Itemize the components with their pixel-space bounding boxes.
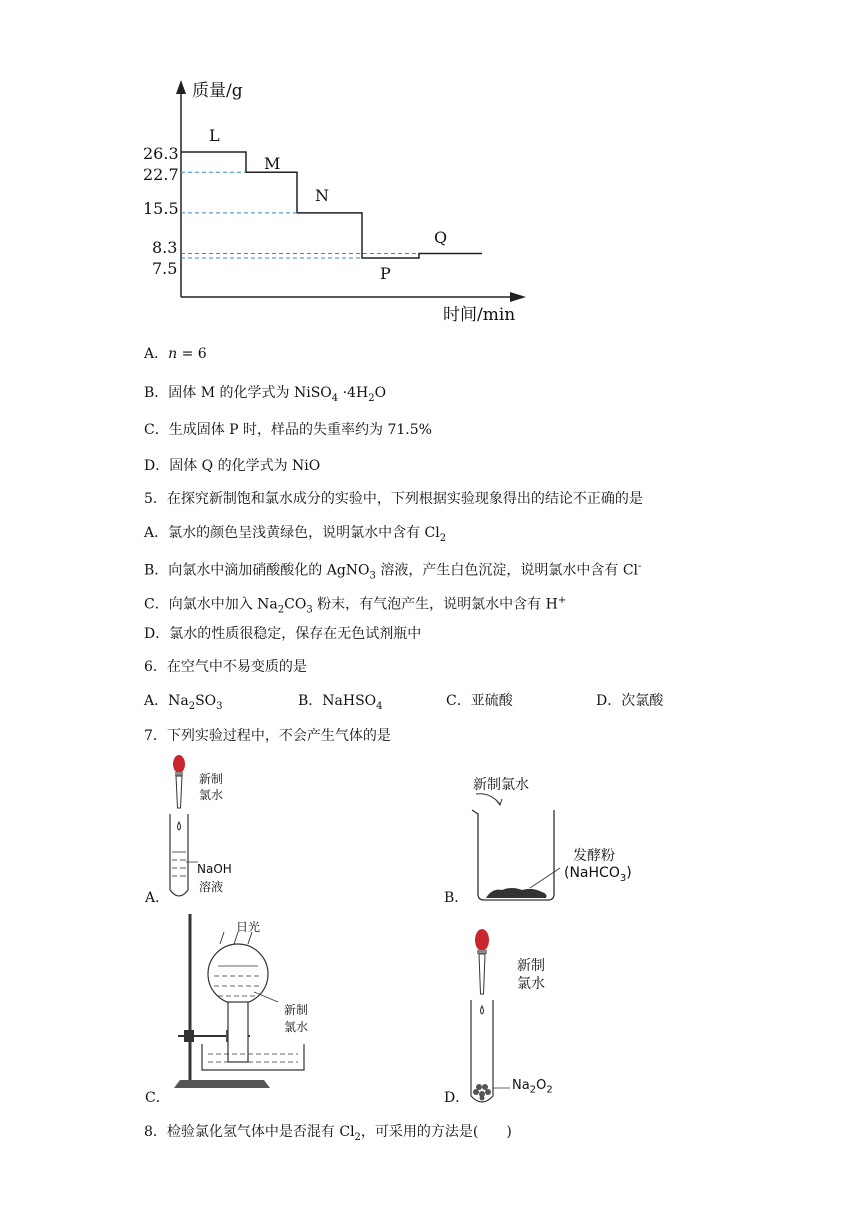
- arrow: [476, 794, 500, 804]
- fig-a-solution-2: 溶液: [199, 880, 224, 894]
- mass-time-chart: [0, 0, 860, 340]
- flask-bulb: [208, 944, 268, 1004]
- q8-stem: 8．检验氯化氢气体中是否混有 $Cl_2$，可采用的方法是( ): [144, 1124, 512, 1143]
- tick-label-8-3: 8.3: [152, 238, 178, 257]
- q6-stem: 6．在空气中不易变质的是: [144, 659, 307, 675]
- test-tube: [170, 814, 188, 896]
- trough: [202, 1044, 304, 1070]
- dropper-collar: [175, 772, 183, 776]
- q6-option-b: B．NaHSO$_4$: [298, 693, 383, 712]
- q5-option-d: D．氯水的性质很稳定，保存在无色试剂瓶中: [144, 626, 422, 642]
- q5-option-c: C．向氯水中加入 $Na_2CO_3$ 粉末，有气泡产生，说明氯水中含有 H+: [144, 595, 567, 616]
- q6-option-c: C．亚硫酸: [446, 693, 513, 709]
- fig-a-reagent-1: 新制: [199, 772, 224, 786]
- dropper-tube: [176, 776, 182, 808]
- series-label-L: L: [209, 126, 220, 145]
- tick-label-7-5: 7.5: [152, 259, 178, 278]
- fig-b-powder-2: (NaHCO$_3$): [564, 865, 632, 884]
- fig-d-letter: D．: [444, 1090, 470, 1106]
- q6-option-d: D．次氯酸: [596, 693, 664, 709]
- flask-neck: [228, 1002, 248, 1062]
- q5-option-b: B．向氯水中滴加硝酸酸化的 AgNO$_3$ 溶液，产生白色沉淀，说明氯水中含有 Cl-: [144, 561, 642, 582]
- series-label-Q: Q: [434, 228, 448, 247]
- series-label-N: N: [315, 186, 329, 205]
- drop: [178, 822, 181, 830]
- tick-label-22-7: 22.7: [143, 165, 179, 184]
- x-axis-label: 时间/min: [443, 305, 516, 325]
- beaker: [472, 810, 554, 900]
- fig-c-reagent-2: 氯水: [284, 1020, 309, 1034]
- series-label-M: M: [264, 154, 281, 173]
- test-tube: [471, 1000, 493, 1102]
- y-axis-label: 质量/g: [192, 81, 243, 101]
- y-axis-arrow: [176, 80, 186, 94]
- powder: [486, 888, 547, 898]
- tick-label-26-3: 26.3: [143, 144, 179, 163]
- stand-base: [174, 1080, 270, 1088]
- fig-c-reagent-1: 新制: [284, 1003, 309, 1017]
- q4-option-c: C．生成固体 P 时，样品的失重率约为 71.5%: [144, 422, 432, 438]
- fig-b-letter: B．: [444, 890, 469, 906]
- fig-d-reagent-1: 新制: [517, 958, 545, 974]
- fig-c-letter: C．: [145, 1090, 170, 1106]
- fig-a-letter: A．: [145, 890, 170, 906]
- q5-option-a: A．氯水的颜色呈浅黄绿色，说明氯水中含有 $Cl_2$: [144, 525, 447, 544]
- tick-label-15-5: 15.5: [143, 199, 179, 218]
- fig-c-light: 日光: [236, 920, 261, 934]
- fig-d-reagent-2: 氯水: [517, 976, 545, 992]
- fig-b-reagent: 新制氯水: [473, 777, 529, 793]
- q4-option-a: A．n = 6: [144, 346, 207, 362]
- fig-d-solid: $Na_2O_2$: [512, 1078, 553, 1096]
- series-label-P: P: [380, 264, 391, 283]
- q4-option-d: D．固体 Q 的化学式为 NiO: [144, 458, 321, 474]
- q7-stem: 7．下列实验过程中，不会产生气体的是: [144, 728, 391, 744]
- dropper-bulb: [173, 755, 185, 773]
- q4-option-b: B．固体 M 的化学式为 NiSO$_4$ $\cdot 4H_2O$: [144, 385, 387, 404]
- fig-a-reagent-2: 氯水: [199, 788, 224, 802]
- fig-a-solution-1: NaOH: [197, 862, 232, 876]
- q5-stem: 5．在探究新制饱和氯水成分的实验中，下列根据实验现象得出的结论不正确的是: [144, 491, 643, 507]
- fig-b-powder-1: 发酵粉: [573, 848, 615, 864]
- q6-option-a: A．$Na_2SO_3$: [144, 693, 223, 712]
